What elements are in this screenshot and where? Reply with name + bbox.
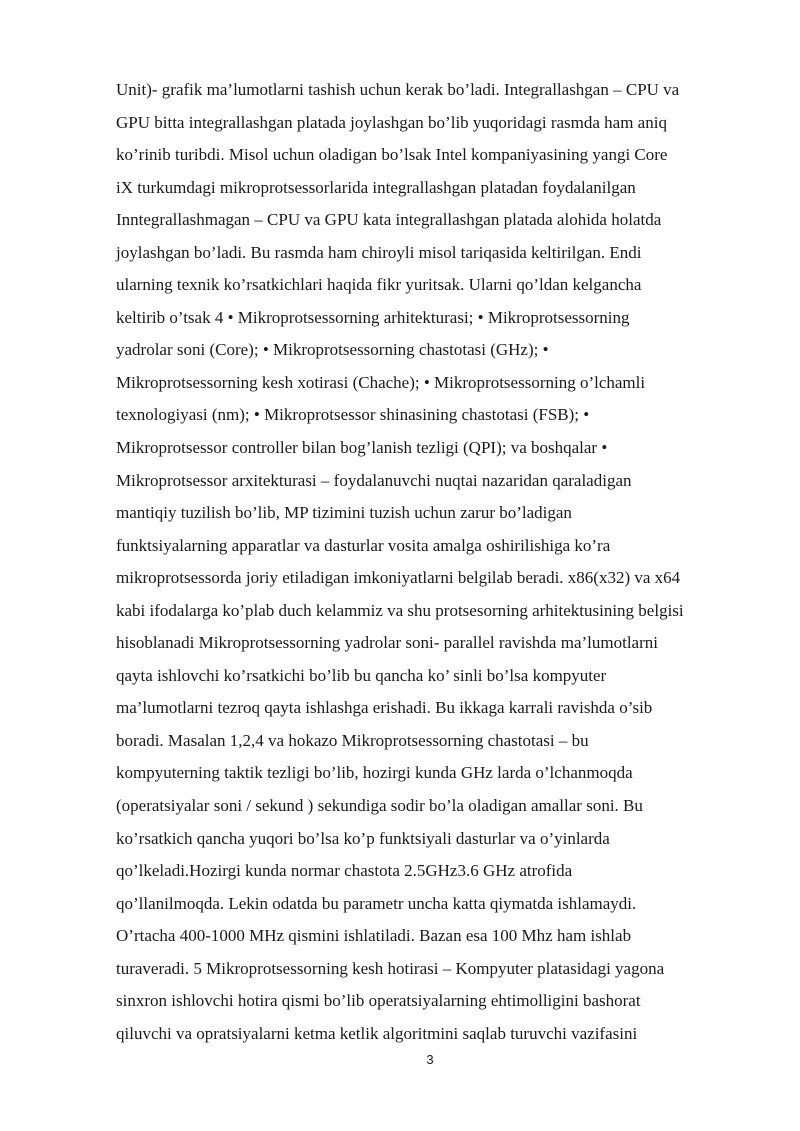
text-line: O’rtacha 400-1000 MHz qismini ishlatiladi. Bazan esa 100 Mhz ham ishlab	[116, 926, 632, 946]
body-text	[116, 74, 766, 1050]
text-line: Unit)- grafik ma’lumotlarni tashish uchun kerak bo’ladi. Integrallashgan – CPU va	[116, 80, 680, 99]
text-line: mantiqiy tuzilish bo’lib, MP tizimini tuzish uchun zarur bo’ladigan	[116, 503, 572, 523]
text-line: turaveradi. 5 Mikroprotsessorning kesh hotirasi – Kompyuter platasidagi yagona	[116, 958, 665, 978]
text-line: ko’rsatkich qancha yuqori bo’lsa ko’p funktsiyali dasturlar va o’yinlarda	[116, 828, 610, 848]
text-line: GPU bitta integrallashgan platada joylashgan bo’lib yuqoridagi rasmda ham aniq	[116, 112, 667, 132]
text-line: joylashgan bo’ladi. Bu rasmda ham chiroyli misol tariqasida keltirilgan. Endi	[116, 242, 642, 262]
text-line: funktsiyalarning apparatlar va dasturlar vosita amalga oshirilishiga ko’ra	[116, 535, 611, 555]
text-line: qayta ishlovchi ko’rsatkichi bo’lib bu qancha ko’ sinli bo’lsa kompyuter	[116, 665, 607, 685]
page-number: 3	[426, 1052, 434, 1067]
text-line: Mikroprotsessor arxitekturasi – foydalanuvchi nuqtai nazaridan qaraladigan	[116, 470, 632, 490]
text-line: texnologiyasi (nm); • Mikroprotsessor shinasining chastotasi (FSB); •	[116, 405, 590, 425]
text-line: kompyuterning taktik tezligi bo’lib, hozirgi kunda GHz larda o’lchanmoqda	[116, 763, 633, 783]
text-line: Inntegrallashmagan – CPU va GPU kata integrallashgan platada alohida holatda	[116, 210, 662, 230]
text-line: qo’lkeladi.Hozirgi kunda normar chastota 2.5GHz3.6 GHz atrofida	[116, 861, 573, 881]
text-line: yadrolar soni (Core); • Mikroprotsessorning chastotasi (GHz); •	[116, 340, 549, 360]
text-line: ko’rinib turibdi. Misol uchun oladigan bo’lsak Intel kompaniyasining yangi Core	[116, 145, 668, 165]
text-line: keltirib o’tsak 4 • Mikroprotsessorning arhitekturasi; • Mikroprotsessorning	[116, 307, 630, 327]
text-line: (operatsiyalar soni / sekund ) sekundiga sodir bo’la oladigan amallar soni. Bu	[116, 796, 643, 816]
text-line: iX turkumdagi mikroprotsessorlarida integrallashgan platadan foydalanilgan	[116, 177, 636, 197]
text-line: Mikroprotsessorning kesh xotirasi (Chache); • Mikroprotsessorning o’lchamli	[116, 372, 646, 392]
text-line: kabi ifodalarga ko’plab duch kelammiz va shu protsesorning arhitektusining belgisi	[116, 600, 684, 620]
text-line: hisoblanadi Mikroprotsessorning yadrolar soni- parallel ravishda ma’lumotlarni	[116, 633, 658, 653]
text-line: qiluvchi va opratsiyalarni ketma ketlik algoritmini saqlab turuvchi vazifasini	[116, 1023, 638, 1043]
text-line: mikroprotsessorda joriy etiladigan imkoniyatlarni belgilab beradi. x86(x32) va x64	[116, 568, 681, 588]
text-line: ularning texnik ko’rsatkichlari haqida fikr yuritsak. Ularni qo’ldan kelgancha	[116, 275, 642, 295]
text-line: ma’lumotlarni tezroq qayta ishlashga erishadi. Bu ikkaga karrali ravishda o’sib	[116, 698, 653, 718]
text-line: sinxron ishlovchi hotira qismi bo’lib operatsiyalarning ehtimolligini bashorat	[116, 991, 641, 1011]
text-line: boradi. Masalan 1,2,4 va hokazo Mikroprotsessorning chastotasi – bu	[116, 730, 589, 750]
text-line: qo’llanilmoqda. Lekin odatda bu parametr uncha katta qiymatda ishlamaydi.	[116, 893, 637, 913]
text-line: Mikroprotsessor controller bilan bog’lanish tezligi (QPI); va boshqalar •	[116, 438, 608, 458]
